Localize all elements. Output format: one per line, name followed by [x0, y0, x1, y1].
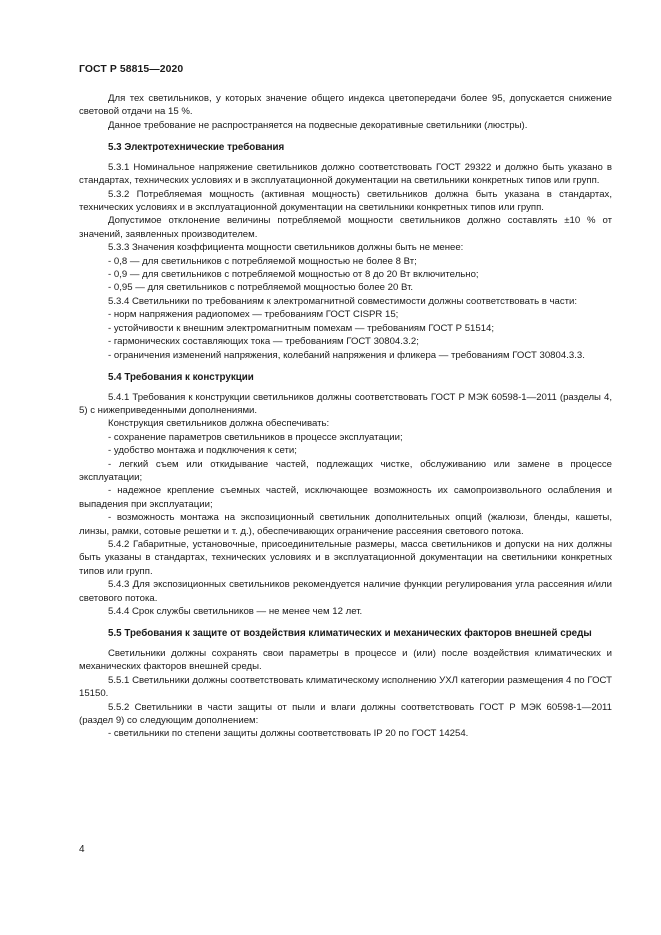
- paragraph-5-4-1: 5.4.1 Требования к конструкции светильников должны соответствовать ГОСТ Р МЭК 60598-1—2011 (разделы 4, 5) с нижеприведенными дополнениями.: [79, 391, 612, 416]
- paragraph-5-3-1: 5.3.1 Номинальное напряжение светильников должно соответствовать ГОСТ 29322 и должно быть указано в стандартах, технических условиях и в эксплуатационной документации на светильники конкретных типов или групп.: [79, 161, 612, 187]
- paragraph-5-5-1: 5.5.1 Светильники должны соответствовать климатическому исполнению УХЛ категории размещения 4 по ГОСТ 15150.: [79, 674, 612, 700]
- list-item: - легкий съем или откидывание частей, подлежащих чистке, обслуживанию или замене в процессе эксплуатации;: [79, 458, 612, 483]
- paragraph-5-4-4: 5.4.4 Срок службы светильников — не менее чем 12 лет.: [108, 606, 363, 617]
- section-heading-5-5: 5.5 Требования к защите от воздействия климатических и механических факторов внешней среды: [108, 628, 592, 640]
- list-item: - светильники по степени защиты должны соответствовать IP 20 по ГОСТ 14254.: [108, 728, 469, 740]
- page-number: 4: [79, 844, 85, 855]
- paragraph-5-3-4: 5.3.4 Светильники по требованиям к электромагнитной совместимости должны соответствовать в части:: [108, 295, 578, 307]
- document-body: [79, 92, 612, 741]
- paragraph: Конструкция светильников должна обеспечивать:: [108, 418, 330, 430]
- section-heading-5-4: 5.4 Требования к конструкции: [108, 371, 254, 383]
- list-item: - сохранение параметров светильников в процессе эксплуатации;: [108, 431, 403, 443]
- list-item: - 0,9 — для светильников с потребляемой мощностью от 8 до 20 Вт включительно;: [108, 269, 479, 281]
- list-item: - 0,95 — для светильников с потребляемой мощностью более 20 Вт.: [108, 282, 414, 294]
- paragraph-5-4-3: 5.4.3 Для экспозиционных светильников рекомендуется наличие функции регулирования угла рассеяния и/или светового потока.: [79, 579, 612, 604]
- list-item: - надежное крепление съемных частей, исключающее возможность их самопроизвольного ослабления и выпадения при эксплуатации;: [79, 485, 612, 510]
- paragraph: Допустимое отклонение величины потребляемой мощности светильников должно составлять ±10 % от значений, заявленных производителем.: [79, 215, 612, 240]
- list-item: - 0,8 — для светильников с потребляемой мощностью не более 8 Вт;: [108, 255, 417, 267]
- paragraph-5-4-2: 5.4.2 Габаритные, установочные, присоединительные размеры, масса светильников и допуски на них должны быть указаны в стандартах, технических условиях и в эксплуатационной документации на светильники конкретных типов или групп.: [79, 538, 612, 577]
- paragraph: Данное требование не распространяется на подвесные декоративные светильники (люстры).: [108, 119, 528, 131]
- list-item: - удобство монтажа и подключения к сети;: [108, 445, 297, 457]
- list-item: - гармонических составляющих тока — требованиям ГОСТ 30804.3.2;: [108, 336, 419, 348]
- paragraph-5-3-3: 5.3.3 Значения коэффициента мощности светильников должны быть не менее:: [108, 242, 464, 254]
- list-item: - норм напряжения радиопомех — требованиям ГОСТ CISPR 15;: [108, 309, 399, 321]
- paragraph: Светильники должны сохранять свои параметры в процессе и (или) после воздействия климатических и механических факторов внешней среды.: [79, 648, 612, 673]
- paragraph-5-3-2: 5.3.2 Потребляемая мощность (активная мощность) светильников должна быть указана в стандартах, технических условиях и в эксплуатационной документации на светильники конкретных типов или групп.: [79, 188, 612, 214]
- document-header: ГОСТ Р 58815—2020: [79, 64, 184, 75]
- paragraph: Для тех светильников, у которых значение общего индекса цветопередачи более 95, допускается снижение световой отдачи на 15 %.: [79, 93, 612, 118]
- list-item: - возможность монтажа на экспозиционный светильник дополнительных опций (жалюзи, бленды, кашеты, линзы, рамки, сотовые решетки и т. д.), обеспечивающих ограничение рассеяния светового потока.: [79, 512, 612, 537]
- section-heading-5-3: 5.3 Электротехнические требования: [108, 142, 285, 154]
- list-item: - устойчивости к внешним электромагнитным помехам — требованиям ГОСТ Р 51514;: [108, 322, 495, 334]
- paragraph-5-5-2: 5.5.2 Светильники в части защиты от пыли и влаги должны соответствовать ГОСТ Р МЭК 60598-1—2011 (раздел 9) со следующим дополнением:: [79, 701, 612, 727]
- list-item: - ограничения изменений напряжения, колебаний напряжения и фликера — требованиям ГОСТ 30804.3.3.: [108, 349, 585, 361]
